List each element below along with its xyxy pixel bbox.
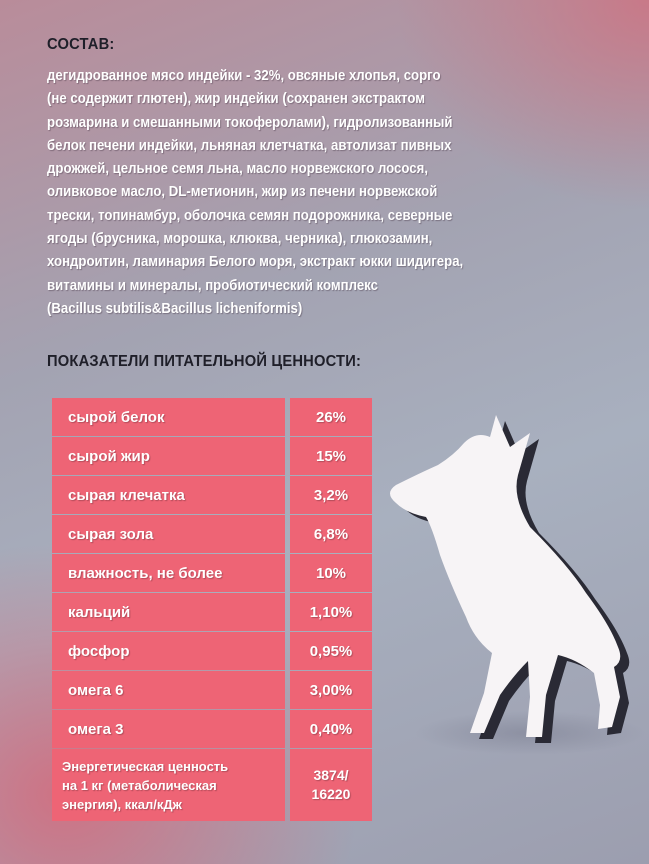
energy-label-line: Энергетическая ценность <box>62 758 229 774</box>
nutrient-value: 1,10% <box>290 593 372 631</box>
nutrition-table <box>52 398 372 812</box>
composition-line: хондроитин, ламинария Белого моря, экстракт юкки шидигера, <box>47 253 464 271</box>
composition-line: оливковое масло, DL-метионин, жир из печени норвежской <box>47 183 438 201</box>
composition-line: витамины и минералы, пробиотический комплекс <box>47 276 378 294</box>
energy-value-line: 3874/ <box>313 767 349 783</box>
composition-line: дегидрованное мясо индейки - 32%, овсяные хлопья, сорго <box>47 67 441 84</box>
nutrient-label: омега 6 <box>52 671 285 709</box>
nutrient-value: 0,95% <box>290 632 372 670</box>
composition-line: дрожжей, цельное семя льна, масло норвежского лосося, <box>47 160 428 178</box>
nutrient-label: фосфор <box>52 632 285 670</box>
nutrient-value: 0,40% <box>290 710 372 748</box>
composition-title: СОСТАВ: <box>47 36 115 53</box>
composition-line: (не содержит глютен), жир индейки (сохранен экстрактом <box>47 90 426 108</box>
composition-line: трески, топинамбур, оболочка семян подорожника, северные <box>47 206 453 224</box>
energy-label-line: энергия), ккал/кДж <box>62 796 182 812</box>
nutrient-label: сырая зола <box>52 515 285 553</box>
composition-text <box>47 64 566 320</box>
nutrient-value: 26% <box>290 398 372 436</box>
energy-label <box>52 749 285 821</box>
nutrient-value: 3,00% <box>290 671 372 709</box>
energy-value <box>290 749 372 821</box>
nutrient-value: 6,8% <box>290 515 372 553</box>
nutrient-value: 3,2% <box>290 476 372 514</box>
dog-silhouette-icon <box>380 415 645 760</box>
nutrient-label: влажность, не более <box>52 554 285 592</box>
nutrient-label: сырая клечатка <box>52 476 285 514</box>
composition-line: (Bacillus subtilis&Bacillus licheniformis) <box>47 299 303 317</box>
energy-label-line: на 1 кг (метаболическая <box>62 777 217 793</box>
composition-line: белок печени индейки, льняная клетчатка, автолизат пивных <box>47 136 452 154</box>
composition-line: ягоды (брусника, морошка, клюква, черника), глюкозамин, <box>47 230 433 248</box>
nutrient-label: сырой жир <box>52 437 285 475</box>
nutrition-title: ПОКАЗАТЕЛИ ПИТАТЕЛЬНОЙ ЦЕННОСТИ: <box>47 353 362 370</box>
nutrient-value: 10% <box>290 554 372 592</box>
nutrient-label: омега 3 <box>52 710 285 748</box>
nutrient-value: 15% <box>290 437 372 475</box>
nutrient-label: сырой белок <box>52 398 285 436</box>
energy-row <box>52 749 372 812</box>
energy-value-line: 16220 <box>311 786 351 802</box>
composition-line: розмарина и смешанными токоферолами), гидролизованный <box>47 113 453 131</box>
nutrient-label: кальций <box>52 593 285 631</box>
